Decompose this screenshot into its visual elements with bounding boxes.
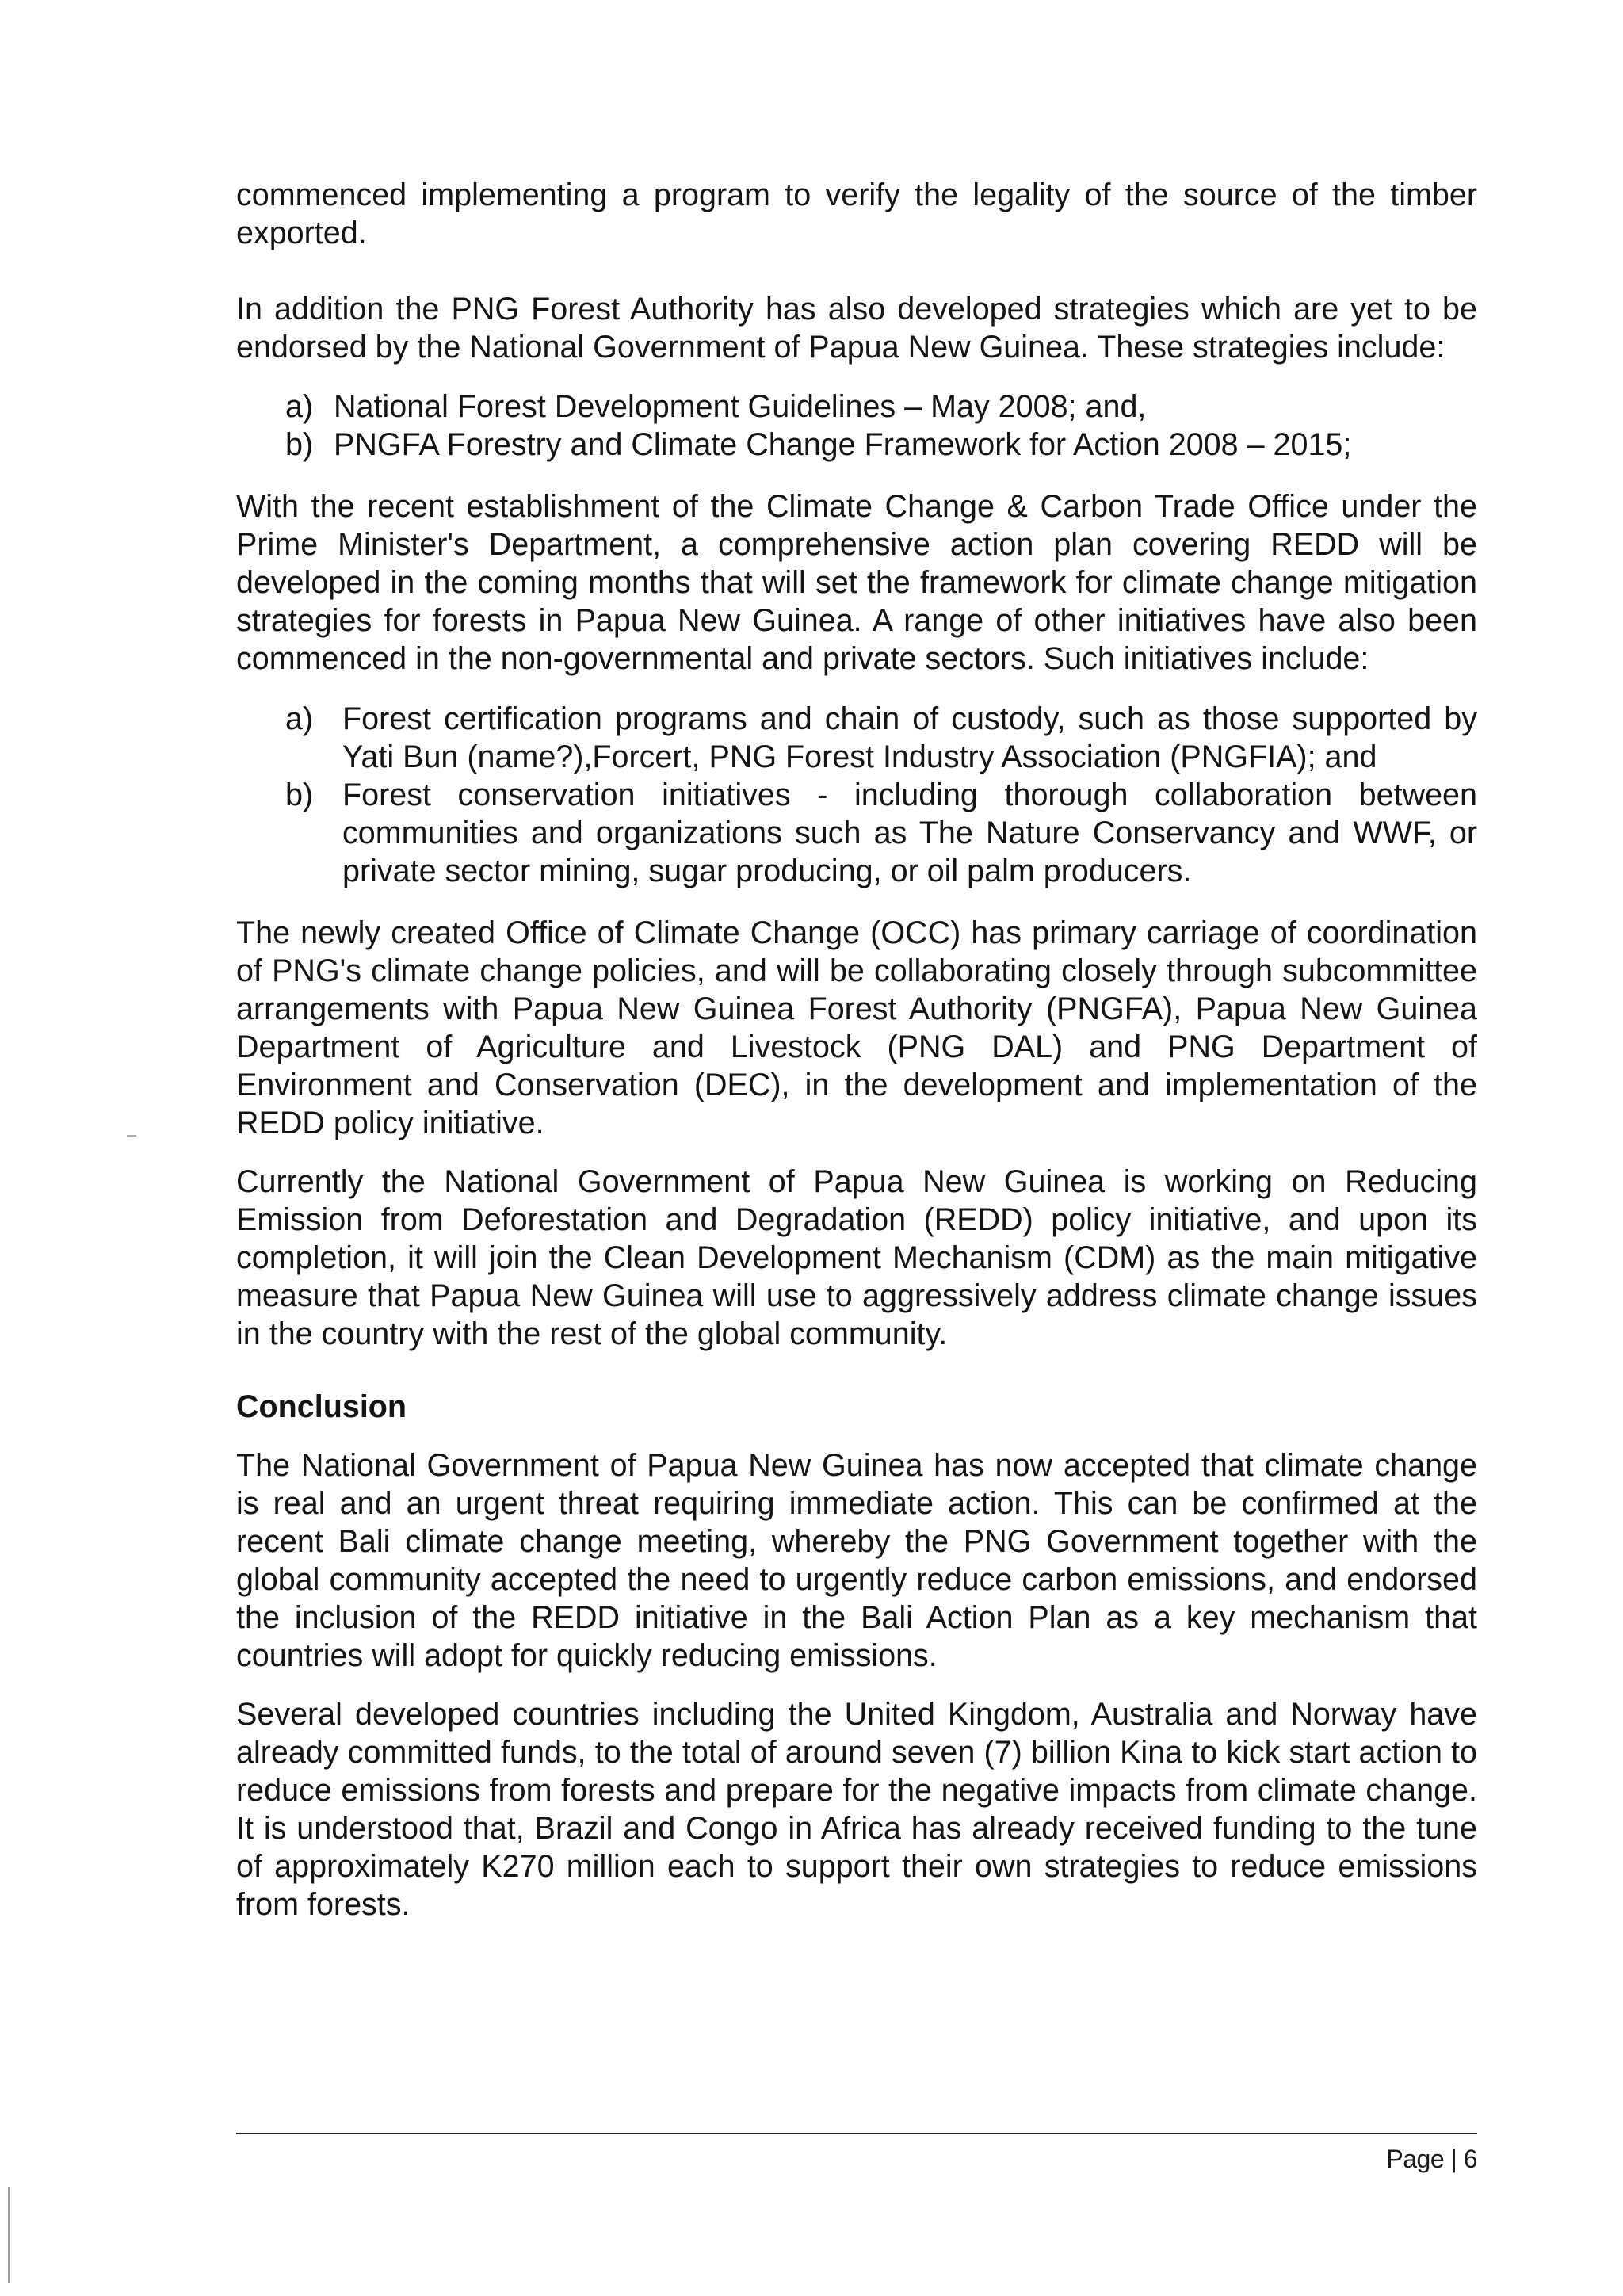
list-item [236,700,1477,776]
conclusion-paragraph-1: The National Government of Papua New Guinea has now accepted that climate change is real and an urgent threat requiring immediate action. This can be confirmed at the recent Bali climate change meeting, whereby the PNG Government together with the global community accepted the need to urgently reduce carbon emissions, and endorsed the inclusion of the REDD initiative in the Bali Action Plan as a key mechanism that countries will adopt for quickly reducing emissions. [236,1448,1477,1673]
list-item [236,388,1477,426]
conclusion-paragraph-2: Several developed countries including the United Kingdom, Australia and Norway have already committed funds, to the total of around seven (7) billion Kina to kick start action to reduce emissions from forests and prepare for the negative impacts from climate change. It is understood that, Brazil and Congo in Africa has already received funding to the tune of approximately K270 million each to support their own strategies to reduce emissions from forests. [236,1697,1477,1922]
occ-paragraph: The newly created Office of Climate Change (OCC) has primary carriage of coordination of PNG's climate change policies, and will be collaborating closely through subcommittee arrangements with Papua New Guinea Forest Authority (PNGFA), Papua New Guinea Department of Agriculture and Livestock (PNG DAL) and PNG Department of Environment and Conservation (DEC), in the development and implementation of the REDD policy initiative. [236,915,1477,1140]
strategies-paragraph: In addition the PNG Forest Authority has also developed strategies which are yet to be endorsed by the National Government of Papua New Guinea. These strategies include: [236,292,1477,365]
page-number: Page | 6 [1386,2145,1477,2173]
intro-paragraph: commenced implementing a program to verify the legality of the source of the timber exported. [236,178,1477,250]
list-marker: a) [285,389,314,424]
list-item-text: National Forest Development Guidelines – May 2008; and, [334,389,1147,424]
document-body [236,176,1477,1924]
footer-divider [236,2133,1477,2134]
list-marker: a) [285,701,314,736]
list-item-text: PNGFA Forestry and Climate Change Framework for Action 2008 – 2015; [334,427,1352,462]
list-item [236,426,1477,464]
conclusion-heading: Conclusion [236,1389,407,1424]
climate-office-paragraph: With the recent establishment of the Climate Change & Carbon Trade Office under the Prime Minister's Department, a comprehensive action plan covering REDD will be developed in the coming months that will set the framework for climate change mitigation strategies for forests in Papua New Guinea. A range of other initiatives have also been commenced in the non-governmental and private sectors. Such initiatives include: [236,489,1477,676]
list-marker: b) [285,777,314,812]
initiatives-list [236,700,1477,890]
list-marker: b) [285,427,314,462]
scan-artifact-edge [8,2187,10,2283]
list-item-text: Forest conservation initiatives - including thorough collaboration between communities and organizations such as The Nature Conservancy and WWF, or private sector mining, sugar producing, or oil palm producers. [342,777,1477,888]
scan-artifact-dash [127,1135,136,1137]
list-item [236,776,1477,890]
strategies-list [236,388,1477,464]
list-item-text: Forest certification programs and chain of custody, such as those supported by Yati Bun (name?),Forcert, PNG Forest Industry Association (PNGFIA); and [342,701,1477,774]
redd-paragraph: Currently the National Government of Papua New Guinea is working on Reducing Emission from Deforestation and Degradation (REDD) policy initiative, and upon its completion, it will join the Clean Development Mechanism (CDM) as the main mitigative measure that Papua New Guinea will use to aggressively address climate change issues in the country with the rest of the global community. [236,1164,1477,1351]
